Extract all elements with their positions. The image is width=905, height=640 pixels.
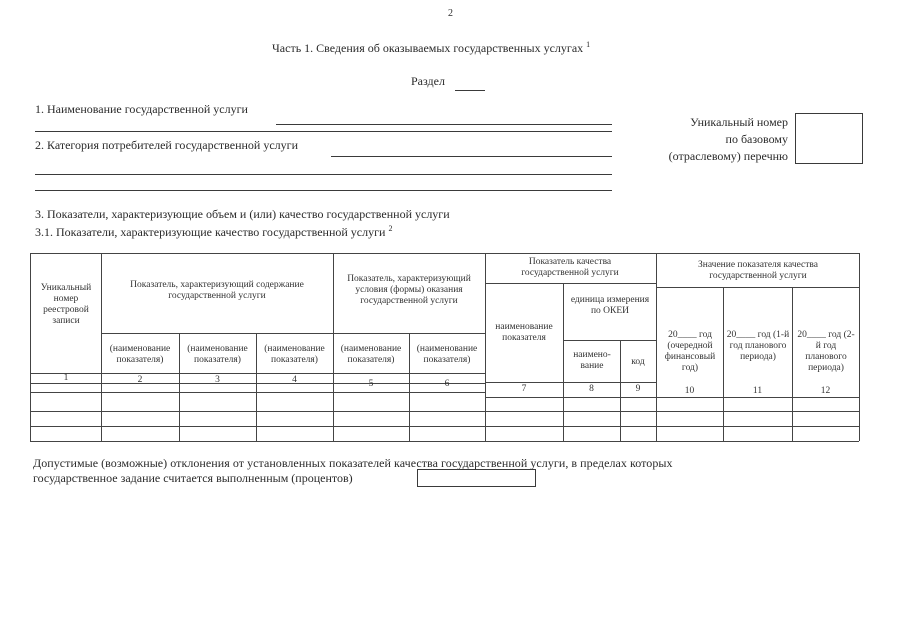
service-name-line[interactable] xyxy=(276,124,612,125)
col3-subheader: (наименование показателя) xyxy=(187,344,248,365)
consumer-category-line-3[interactable] xyxy=(35,190,612,191)
unique-number-line1: Уникальный номер xyxy=(690,115,788,129)
col-number-5: 5 xyxy=(368,379,374,389)
col-number-3: 3 xyxy=(215,375,220,385)
footnote-marker: 1 xyxy=(586,40,591,49)
content-group-header: Показатель, характеризующий содержание государственной услуги xyxy=(130,280,304,301)
table-row[interactable] xyxy=(31,412,858,425)
table-row[interactable] xyxy=(31,398,858,410)
section-label: Раздел xyxy=(411,74,445,88)
deviation-percent-box[interactable] xyxy=(417,469,536,487)
consumer-category-label: 2. Категория потребителей государственной услуги xyxy=(35,138,298,152)
unique-number-box[interactable] xyxy=(795,113,863,164)
col-number-11: 11 xyxy=(752,386,763,396)
unique-number-line3: (отраслевому) перечню xyxy=(668,149,788,163)
year3-header: 20____ год (2-й год планового периода) xyxy=(797,330,855,373)
section-number-line[interactable] xyxy=(455,90,485,91)
col-number-1: 1 xyxy=(63,373,69,383)
col-number-8: 8 xyxy=(589,384,594,394)
col7-header: наименование показателя xyxy=(495,322,553,343)
service-name-line-2[interactable] xyxy=(35,131,612,132)
year1-header: 20____ год (очередной финансовый год) xyxy=(664,330,716,373)
col5-subheader: (наименование показателя) xyxy=(340,344,402,365)
col-number-9: 9 xyxy=(635,384,641,394)
footnote-marker-2: 2 xyxy=(388,224,393,233)
page-title xyxy=(272,40,590,56)
page-number: 2 xyxy=(448,8,453,19)
unique-number-line2: по базовому xyxy=(725,132,788,146)
quality-group-header: Показатель качества государственной услуги xyxy=(521,257,619,278)
col6-subheader: (наименование показателя) xyxy=(416,344,478,365)
service-name-label: 1. Наименование государственной услуги xyxy=(35,102,248,116)
unit-code-header: код xyxy=(631,357,645,367)
col4-subheader: (наименование показателя) xyxy=(264,344,325,365)
col-number-2: 2 xyxy=(137,375,143,385)
unit-name-header: наимено-вание xyxy=(573,350,611,371)
deviation-text-line1: Допустимые (возможные) отклонения от установленных показателей качества государственной услуги, в пределах которых xyxy=(33,456,673,470)
consumer-category-line[interactable] xyxy=(331,156,612,157)
col2-subheader: (наименование показателя) xyxy=(109,344,171,365)
col-number-12: 12 xyxy=(820,386,831,396)
consumer-category-line-2[interactable] xyxy=(35,174,612,175)
col-number-7: 7 xyxy=(521,384,527,394)
unique-number-label xyxy=(640,114,788,165)
year2-header: 20____ год (1-й год планового периода) xyxy=(726,330,790,362)
unit-header: единица измерения по ОКЕИ xyxy=(570,295,650,316)
col-number-10: 10 xyxy=(684,386,695,396)
value-group-header: Значение показателя качества государственной услуги xyxy=(697,260,819,281)
col-unique-number-header: Уникальный номер реестровой записи xyxy=(40,283,92,326)
conditions-group-header: Показатель, характеризующий условия (формы) оказания государственной услуги xyxy=(347,274,471,306)
page-title-text: Часть 1. Сведения об оказываемых государственных услугах xyxy=(272,41,584,55)
section31-title-text: 3.1. Показатели, характеризующие качество государственной услуги xyxy=(35,225,386,239)
table-row[interactable] xyxy=(31,427,858,440)
col-number-6: 6 xyxy=(444,379,450,389)
deviation-text-line2: государственное задание считается выполненным (процентов) xyxy=(33,471,353,485)
col-number-4: 4 xyxy=(292,375,297,385)
section3-title: 3. Показатели, характеризующие объем и (или) качество государственной услуги xyxy=(35,207,450,221)
section31-title xyxy=(35,224,392,240)
